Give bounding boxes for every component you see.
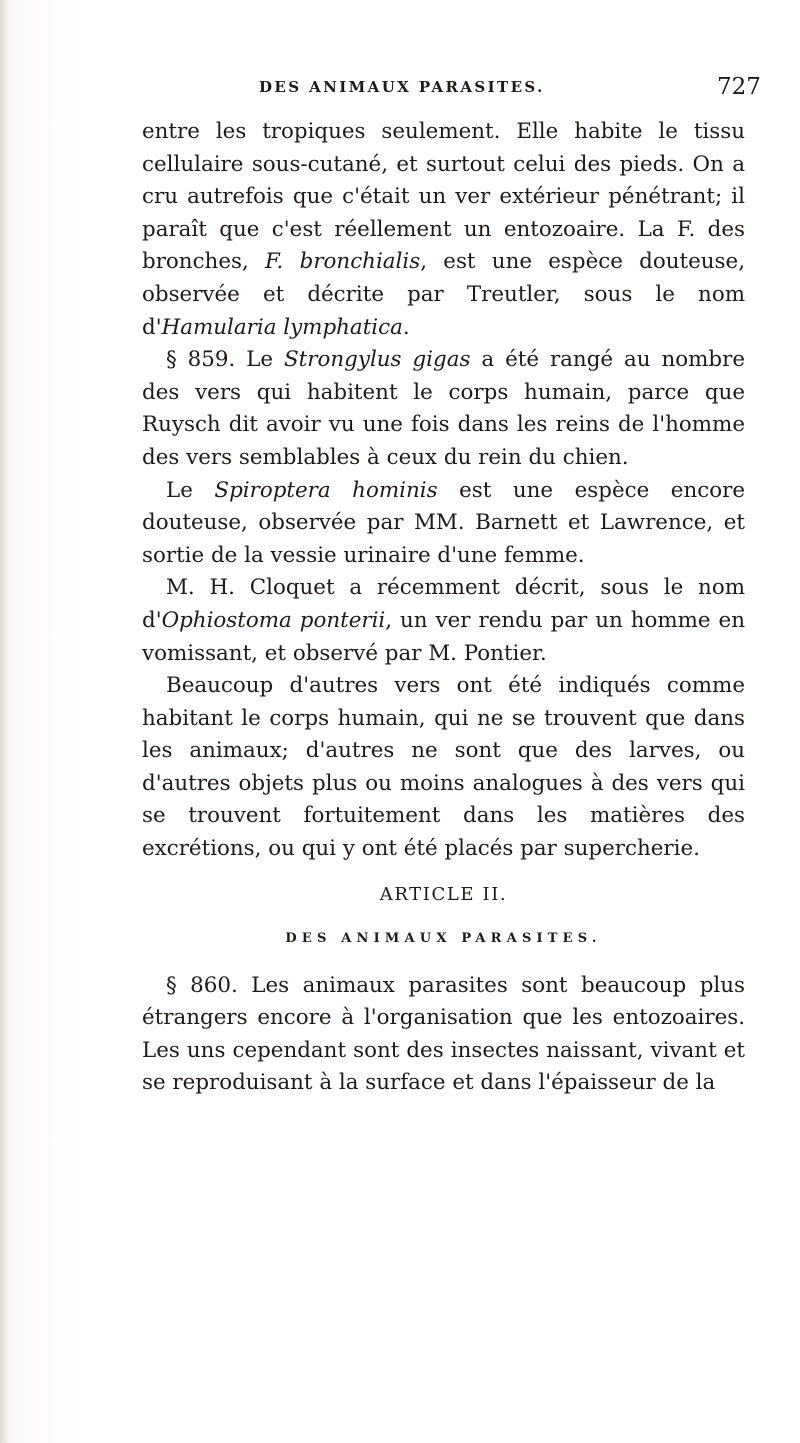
paragraph-2-text-1: § 859. Le (166, 347, 285, 373)
article-title: ARTICLE II. (379, 883, 508, 905)
paragraph-3-text-2: est une espèce encore douteuse, observée par MM. Barnett et Lawrence, et sortie de la vessie urinaire d'une femme. (142, 477, 745, 568)
paragraph-4-text-2: , un ver rendu par un homme en vomissant, et observé par M. Pontier. (142, 607, 745, 666)
paragraph-2-text-2: a été rangé au nombre des vers qui habitent le corps humain, parce que Ruysch dit avoir vu une fois dans les reins de l'homme des vers semblables à ceux du rein du chien. (142, 347, 745, 470)
paragraph-5-text-1: Beaucoup d'autres vers ont été indiqués comme habitant le corps humain, qui ne se trouvent que dans les animaux; d'autres ne sont que des larves, ou d'autres objets plus ou moins analogues à des vers qui se trouvent fortuitement dans les matières des excrétions, ou qui y ont été placés par supercherie. (142, 673, 745, 862)
paragraph-6-text: § 860. Les animaux parasites sont beaucoup plus étrangers encore à l'organisation que les entozoaires. Les uns cependant sont des insectes naissant, vivant et se reproduisant à la surface et dans l'épaisseur de la (142, 972, 745, 1096)
paragraph-1 (142, 116, 745, 344)
paragraph-3-taxon-spiroptera: Spiroptera hominis (214, 477, 438, 503)
paragraph-4-taxon-ophiostoma: Ophiostoma ponterii (161, 607, 386, 633)
paragraph-3-text-1: Le (166, 477, 215, 503)
paragraph-4 (142, 572, 745, 670)
article-subtitle: DES ANIMAUX PARASITES. (285, 930, 602, 946)
paragraph-5 (142, 670, 745, 866)
page-header (0, 76, 800, 106)
running-head: DES ANIMAUX PARASITES. (259, 78, 545, 96)
paragraph-3 (142, 475, 745, 573)
paragraph-1-text-1: entre les tropiques seulement. Elle habite le tissu cellulaire sous-cutané, et surtout celui des pieds. On a cru autrefois que c'était un ver extérieur pénétrant; il paraît que c'est réellement un entozoaire. La F. des bronches, (142, 119, 745, 275)
gutter-shadow (0, 0, 10, 1443)
page-number: 727 (717, 74, 761, 100)
body-text (142, 116, 745, 1100)
paragraph-4-text-1: M. H. Cloquet a récemment décrit, sous le nom d' (142, 575, 745, 633)
article-heading (142, 880, 745, 950)
paragraph-2 (142, 344, 745, 474)
paragraph-1-taxon-bronchialis: F. bronchialis (265, 249, 421, 275)
paragraph-1-taxon-hamularia: Hamularia lymphatica (161, 314, 403, 340)
paragraph-6 (142, 970, 745, 1100)
paragraph-1-text-2: , est une espèce douteuse, observée et décrite par Treutler, sous le nom d' (142, 249, 745, 340)
paragraph-2-taxon-strongylus: Strongylus gigas (284, 347, 471, 373)
paragraph-1-text-3: . (402, 314, 410, 340)
